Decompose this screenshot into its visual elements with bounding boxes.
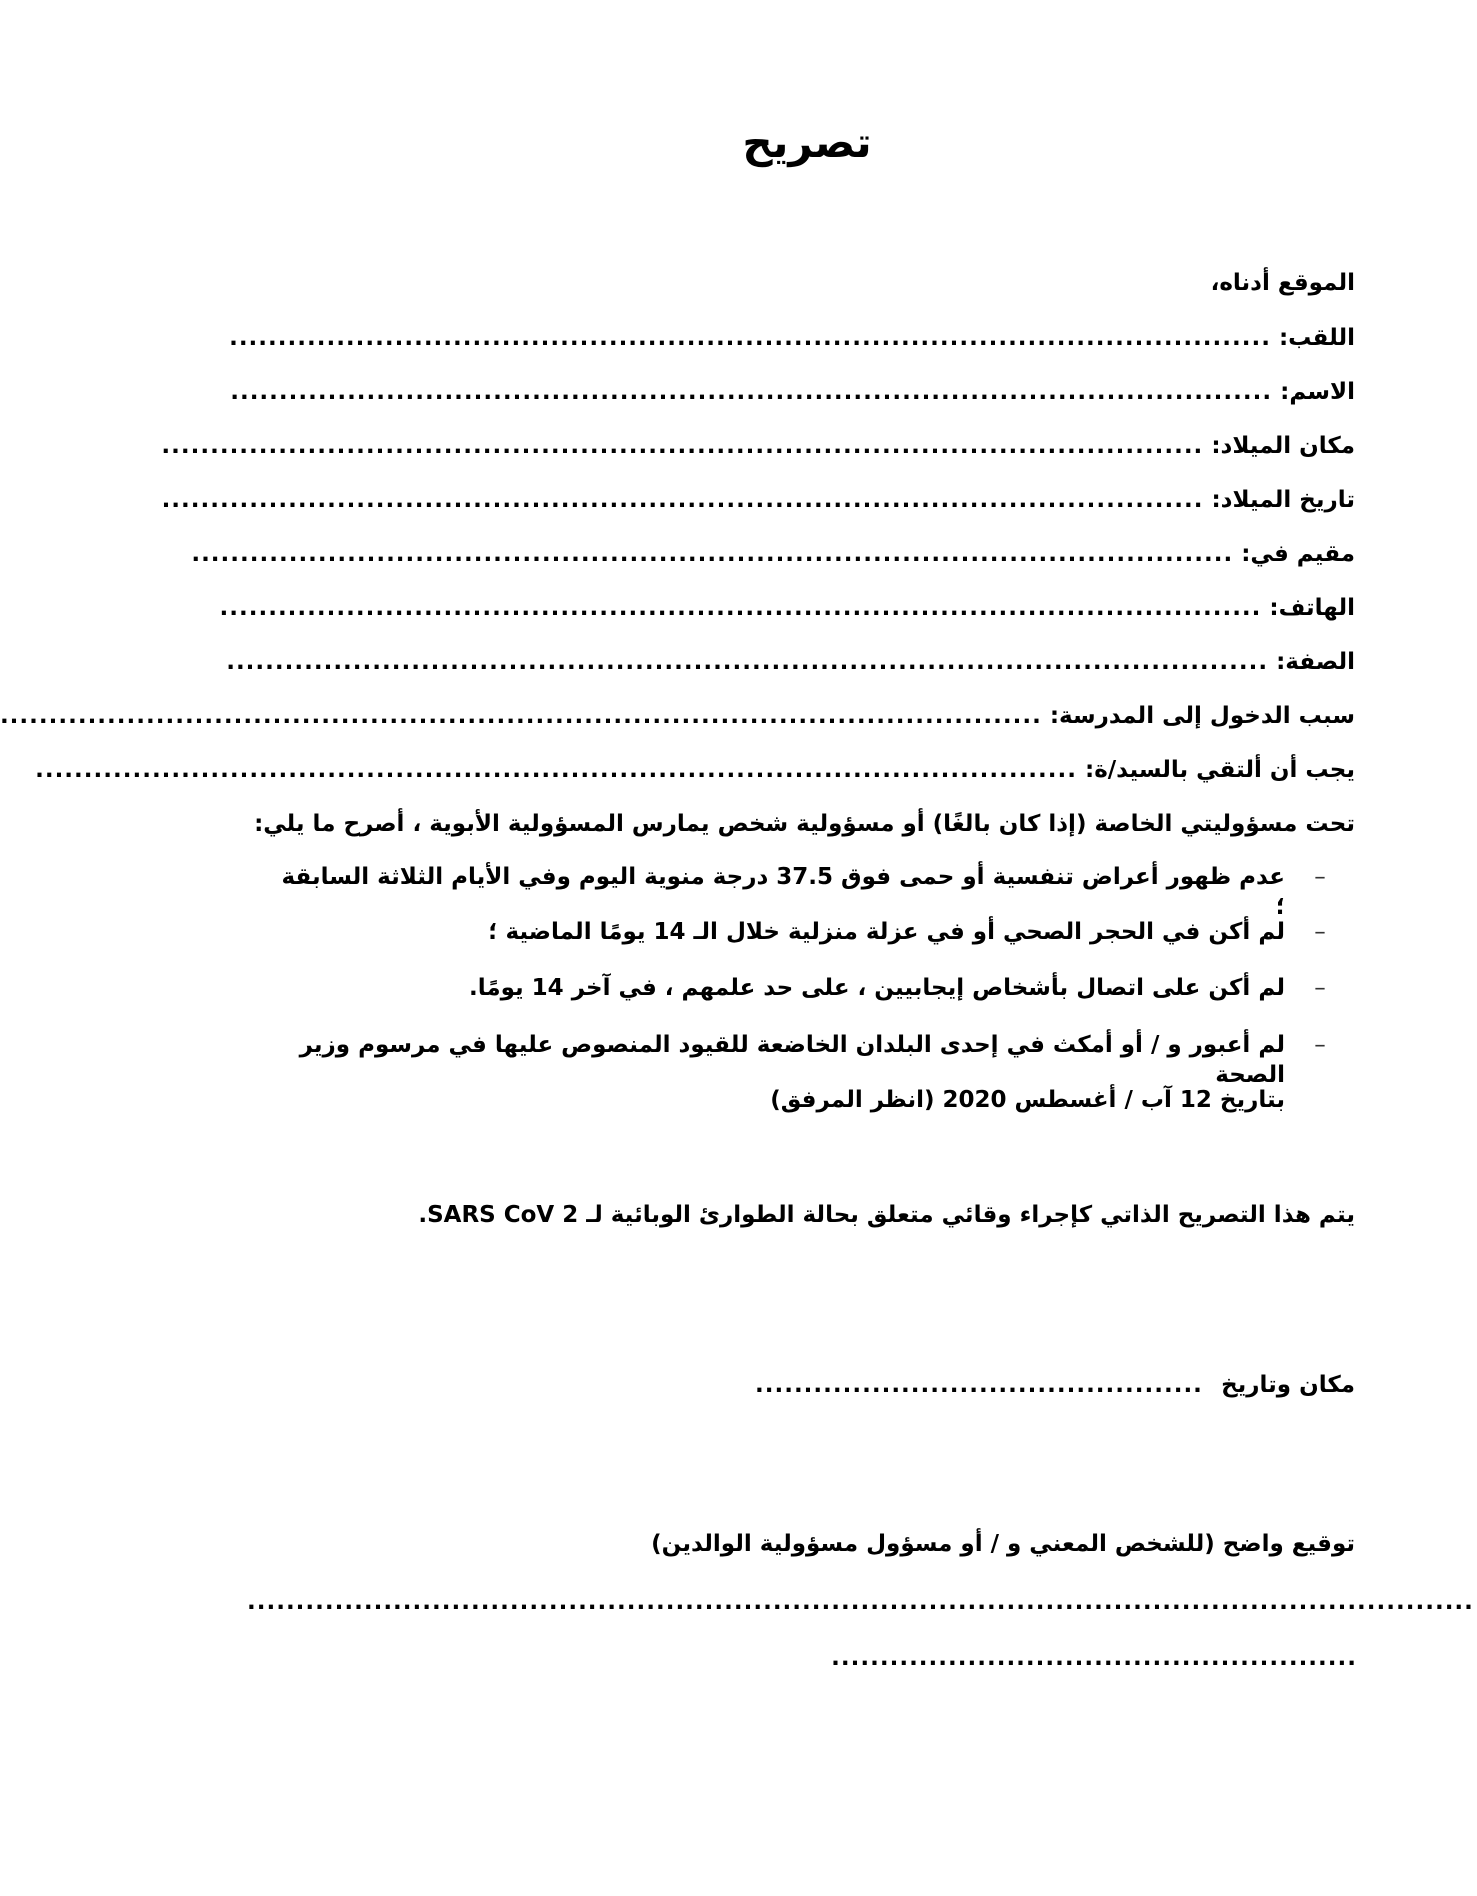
bullet-text: لم أكن في الحجر الصحي أو في عزلة منزلية خلال الـ 14 يومًا الماضية ؛ bbox=[488, 919, 1285, 945]
field-birthplace-dots: ........................................................................................................... bbox=[161, 433, 1204, 459]
bullet-continuation: بتاريخ 12 آب / أغسطس 2020 (انظر المرفق) bbox=[770, 1087, 1285, 1113]
field-surname-label: اللقب: bbox=[1278, 325, 1355, 351]
field-reason-dots: ........................................................................................................... bbox=[0, 703, 1042, 729]
signature-label: توقيع واضح (للشخص المعني و / أو مسؤول مسؤولية الوالدين) bbox=[651, 1531, 1355, 1557]
field-name-dots: ........................................................................................................... bbox=[230, 379, 1273, 405]
field-surname-dots: ........................................................................................................... bbox=[229, 325, 1271, 351]
field-phone bbox=[219, 593, 1355, 623]
field-phone-dots: ........................................................................................................... bbox=[219, 595, 1262, 621]
responsibility-statement: تحت مسؤوليتي الخاصة (إذا كان بالغًا) أو مسؤولية شخص يمارس المسؤولية الأبوية ، أصرح ما يلي: bbox=[254, 811, 1355, 837]
field-capacity-dots: ........................................................................................................... bbox=[226, 649, 1269, 675]
place-date-label: مكان وتاريخ bbox=[1221, 1372, 1355, 1398]
undersigned-label: الموقع أدناه، bbox=[1210, 270, 1355, 296]
field-reason bbox=[0, 701, 1355, 731]
field-residence-label: مقيم في: bbox=[1241, 541, 1355, 567]
bullet-item bbox=[267, 973, 1355, 1003]
bullet-item bbox=[267, 917, 1355, 947]
field-residence-dots: ........................................................................................................... bbox=[191, 541, 1234, 567]
field-name-label: الاسم: bbox=[1280, 379, 1355, 405]
signature-line-1: .............................................................................................................................. bbox=[247, 1589, 1474, 1615]
field-phone-label: الهاتف: bbox=[1269, 595, 1355, 621]
field-birthdate bbox=[161, 485, 1355, 515]
field-reason-label: سبب الدخول إلى المدرسة: bbox=[1049, 703, 1355, 729]
bullet-item bbox=[267, 1030, 1355, 1090]
bullet-dash: – bbox=[1314, 864, 1326, 890]
bullet-text: لم أكن على اتصال بأشخاص إيجابيين ، على حد علمهم ، في آخر 14 يومًا. bbox=[468, 975, 1285, 1001]
field-name bbox=[230, 377, 1355, 407]
place-date-dots: .............................................. bbox=[755, 1372, 1203, 1398]
field-residence bbox=[191, 539, 1355, 569]
self-declaration-statement: يتم هذا التصريح الذاتي كإجراء وقائي متعلق بحالة الطوارئ الوبائية لـ SARS CoV 2. bbox=[418, 1202, 1355, 1228]
field-meet-person bbox=[35, 755, 1355, 785]
bullet-item bbox=[267, 862, 1355, 922]
field-birthdate-dots: ........................................................................................................... bbox=[161, 487, 1204, 513]
field-birthdate-label: تاريخ الميلاد: bbox=[1211, 487, 1355, 513]
page-title: تصريح bbox=[742, 118, 872, 167]
field-meet-person-label: يجب أن ألتقي بالسيد/ة: bbox=[1085, 757, 1355, 783]
bullet-dash: – bbox=[1314, 1032, 1326, 1058]
bullet-dash: – bbox=[1314, 975, 1326, 1001]
field-capacity-label: الصفة: bbox=[1276, 649, 1355, 675]
field-surname bbox=[229, 323, 1355, 353]
field-meet-person-dots: ........................................................................................................... bbox=[35, 757, 1077, 783]
field-capacity bbox=[226, 647, 1355, 677]
field-birthplace bbox=[161, 431, 1355, 461]
bullet-text: لم أعبور و / أو أمكث في إحدى البلدان الخاضعة للقيود المنصوص عليها في مرسوم وزير الصحة bbox=[299, 1032, 1285, 1088]
bullet-dash: – bbox=[1314, 919, 1326, 945]
bullet-text: عدم ظهور أعراض تنفسية أو حمى فوق 37.5 درجة منوية اليوم وفي الأيام الثلاثة السابقة ؛ bbox=[281, 864, 1285, 920]
field-birthplace-label: مكان الميلاد: bbox=[1211, 433, 1355, 459]
signature-line-2: ...................................................... bbox=[831, 1645, 1357, 1671]
